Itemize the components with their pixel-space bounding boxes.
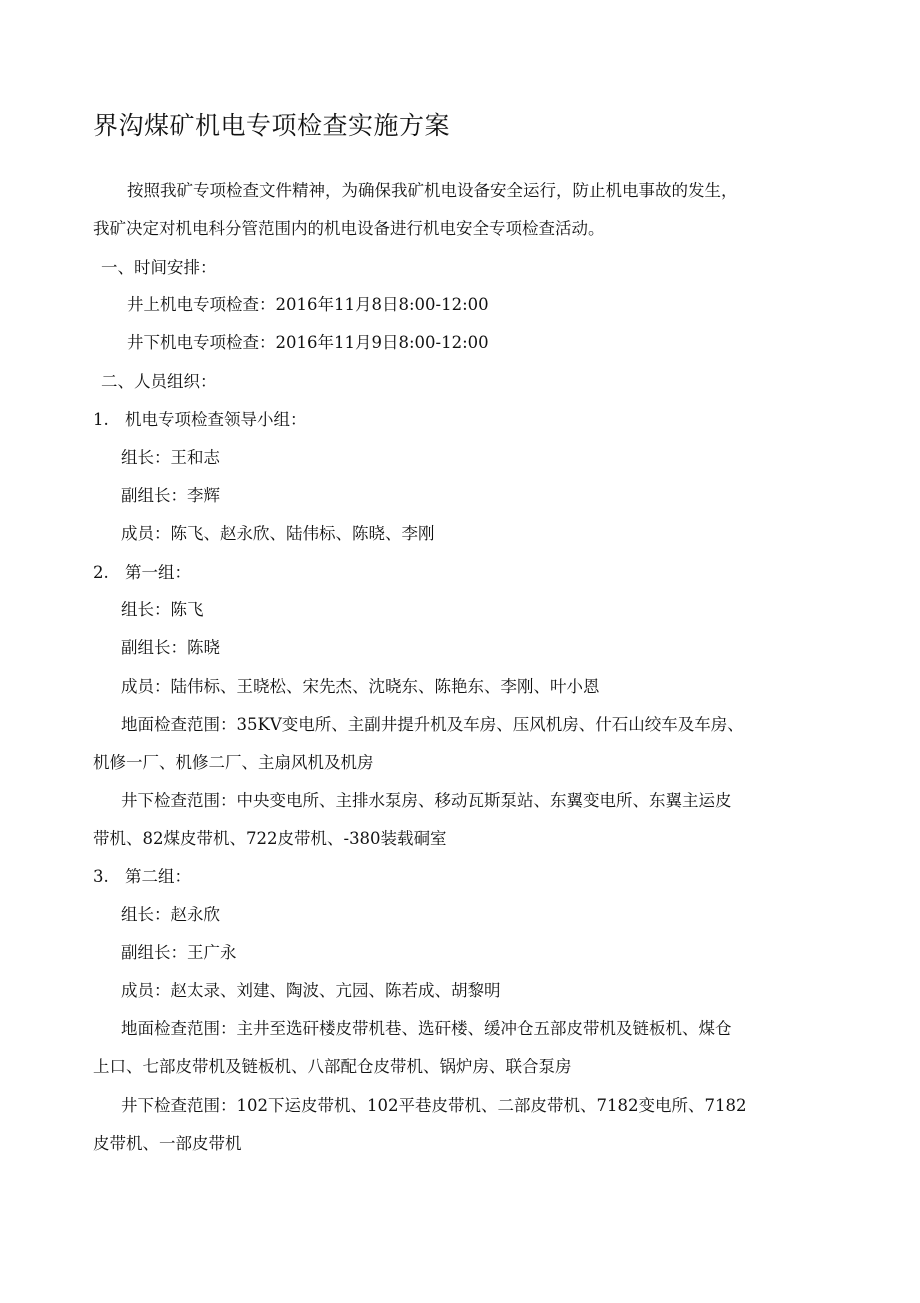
group-3-leader: 组长：赵永欣	[121, 905, 220, 924]
group-2-deputy: 副组长：陈晓	[121, 638, 220, 657]
group-2-members: 成员：陆伟标、王晓松、宋先杰、沈晓东、陈艳东、李刚、叶小恩	[121, 677, 600, 696]
group-3-deputy: 副组长：王广永	[121, 943, 237, 962]
group-3-underground-scope-line-1: 井下检查范围：102下运皮带机、102平巷皮带机、二部皮带机、7182变电所、7182	[121, 1096, 747, 1115]
group-2-leader: 组长：陈飞	[121, 600, 204, 619]
section-time-heading: 一、时间安排：	[101, 258, 217, 277]
group-1-number: 1.	[93, 410, 109, 429]
group-2-surface-scope-line-1: 地面检查范围：35KV变电所、主副井提升机及车房、压风机房、什石山绞车及车房、	[121, 715, 744, 734]
group-3-title: 第二组：	[125, 867, 191, 886]
group-2-underground-scope-line-1: 井下检查范围：中央变电所、主排水泵房、移动瓦斯泵站、东翼变电所、东翼主运皮	[121, 791, 732, 810]
intro-paragraph-line-2: 我矿决定对机电科分管范围内的机电设备进行机电安全专项检查活动。	[93, 219, 605, 238]
group-2-surface-scope-line-2: 机修一厂、机修二厂、主扇风机及机房	[93, 753, 374, 772]
group-3-underground-scope-line-2: 皮带机、一部皮带机	[93, 1134, 242, 1153]
group-2-underground-scope-line-2: 带机、82煤皮带机、722皮带机、-380装载硐室	[93, 829, 447, 848]
group-1-deputy: 副组长：李辉	[121, 486, 220, 505]
intro-paragraph-line-1: 按照我矿专项检查文件精神，为确保我矿机电设备安全运行，防止机电事故的发生，	[127, 181, 738, 200]
group-3-members: 成员：赵太录、刘建、陶波、亢园、陈若成、胡黎明	[121, 981, 501, 1000]
group-1-leader: 组长：王和志	[121, 448, 220, 467]
group-1-title: 机电专项检查领导小组：	[125, 410, 307, 429]
group-3-surface-scope-line-2: 上口、七部皮带机及链板机、八部配仓皮带机、锅炉房、联合泵房	[93, 1057, 572, 1076]
time-item-surface: 井上机电专项检查：2016年11月8日8:00-12:00	[127, 295, 489, 314]
section-personnel-heading: 二、人员组织：	[101, 372, 217, 391]
group-3-number: 3.	[93, 867, 109, 886]
group-3-surface-scope-line-1: 地面检查范围：主井至选矸楼皮带机巷、选矸楼、缓冲仓五部皮带机及链板机、煤仓	[121, 1019, 732, 1038]
group-2-heading	[93, 561, 191, 585]
group-2-number: 2.	[93, 563, 109, 582]
time-item-underground: 井下机电专项检查：2016年11月9日8:00-12:00	[127, 333, 489, 352]
document-title: 界沟煤矿机电专项检查实施方案	[93, 111, 451, 140]
group-2-title: 第一组：	[125, 563, 191, 582]
group-1-heading	[93, 408, 307, 432]
group-1-members: 成员：陈飞、赵永欣、陆伟标、陈晓、李刚	[121, 524, 435, 543]
group-3-heading	[93, 865, 191, 889]
